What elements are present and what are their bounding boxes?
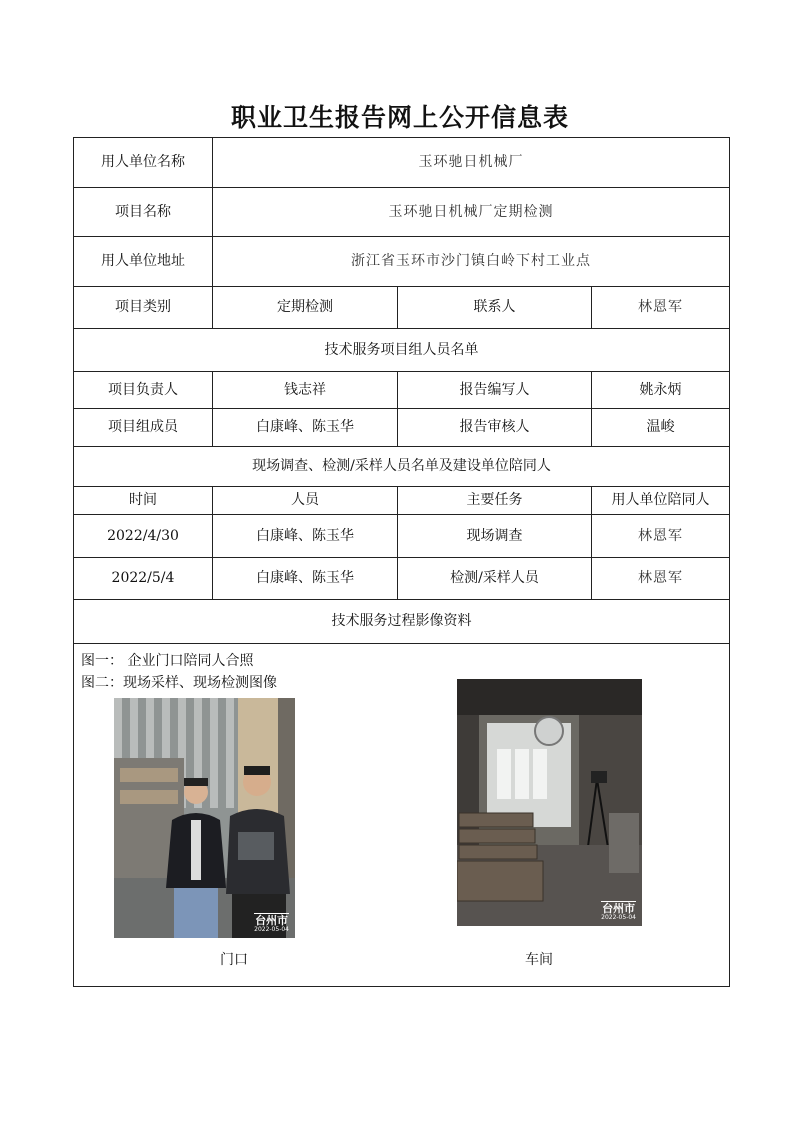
employer-name-value: 玉环驰日机械厂 (213, 138, 730, 188)
page-title: 职业卫生报告网上公开信息表 (230, 103, 569, 132)
leader-value: 钱志祥 (213, 372, 398, 409)
employer-address-label: 用人单位地址 (74, 237, 213, 287)
leader-label: 项目负责人 (74, 372, 213, 409)
table-row (74, 188, 730, 237)
table-row (74, 558, 730, 600)
project-type-label: 项目类别 (74, 287, 213, 329)
table-row (74, 329, 730, 372)
reviewer-value: 温峻 (592, 409, 730, 447)
employer-address-value: 浙江省玉环市沙门镇白岭下村工业点 (213, 237, 730, 287)
images-section-header: 技术服务过程影像资料 (74, 600, 730, 644)
reviewer-label: 报告审核人 (398, 409, 592, 447)
project-name-label: 项目名称 (74, 188, 213, 237)
column-header-companion: 用人单位陪同人 (592, 487, 730, 515)
contact-label: 联系人 (398, 287, 592, 329)
table-row (74, 600, 730, 644)
team-section-header: 技术服务项目组人员名单 (74, 329, 730, 372)
members-label: 项目组成员 (74, 409, 213, 447)
employer-name-label: 用人单位名称 (74, 138, 213, 188)
table-row (74, 372, 730, 409)
table-row (74, 237, 730, 287)
table-row (74, 138, 730, 188)
table-row (74, 287, 730, 329)
survey-task: 检测/采样人员 (398, 558, 592, 600)
workshop-photo (457, 679, 642, 926)
survey-section-header: 现场调查、检测/采样人员名单及建设单位陪同人 (74, 447, 730, 487)
table-row (74, 487, 730, 515)
project-type-value: 定期检测 (213, 287, 398, 329)
writer-value: 姚永炳 (592, 372, 730, 409)
figure1-caption: 图一： 企业门口陪同人合照 (81, 653, 254, 669)
survey-task: 现场调查 (398, 515, 592, 558)
table-row (74, 409, 730, 447)
photo2-caption: 车间 (525, 952, 553, 968)
survey-time: 2022/5/4 (74, 558, 213, 600)
contact-value: 林恩军 (592, 287, 730, 329)
writer-label: 报告编写人 (398, 372, 592, 409)
photo-area (74, 644, 730, 987)
photo1-caption: 门口 (220, 952, 248, 968)
table-row (74, 447, 730, 487)
entrance-photo (114, 698, 295, 938)
watermark: 台州市 2022-05-04 (601, 893, 636, 922)
info-table (73, 137, 730, 987)
column-header-time: 时间 (74, 487, 213, 515)
table-row (74, 644, 730, 987)
project-name-value: 玉环驰日机械厂定期检测 (213, 188, 730, 237)
survey-companion: 林恩军 (592, 515, 730, 558)
watermark: 台州市 2022-05-04 (254, 905, 289, 934)
survey-time: 2022/4/30 (74, 515, 213, 558)
survey-people: 白康峰、陈玉华 (213, 558, 398, 600)
figure2-caption: 图二：现场采样、现场检测图像 (81, 675, 277, 691)
survey-companion: 林恩军 (592, 558, 730, 600)
column-header-people: 人员 (213, 487, 398, 515)
members-value: 白康峰、陈玉华 (213, 409, 398, 447)
column-header-task: 主要任务 (398, 487, 592, 515)
table-row (74, 515, 730, 558)
survey-people: 白康峰、陈玉华 (213, 515, 398, 558)
